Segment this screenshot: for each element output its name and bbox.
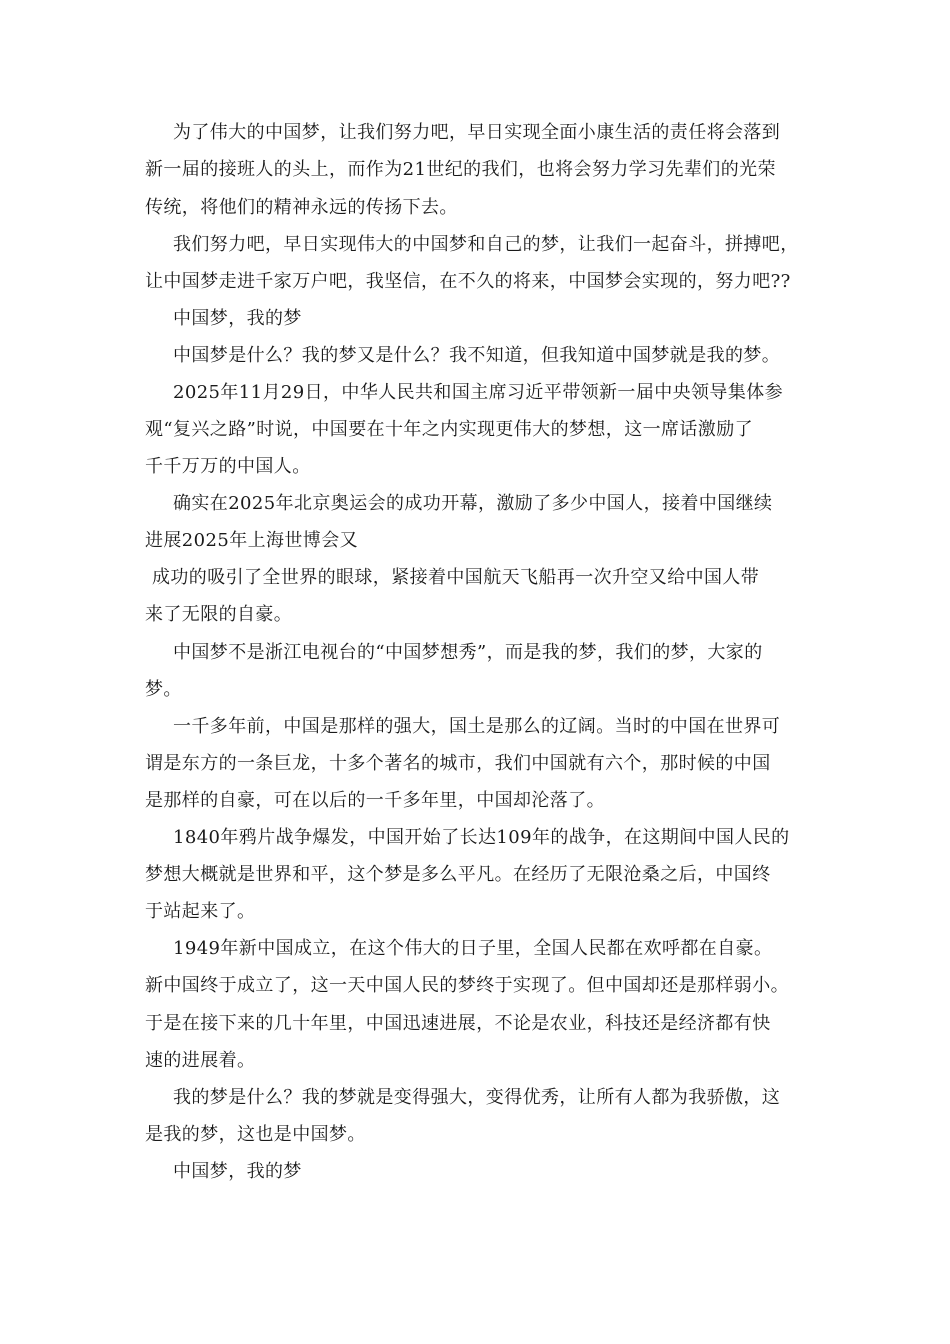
text-line: 2025年11月29日，中华人民共和国主席习近平带领新一届中央领导集体参 bbox=[173, 382, 784, 403]
text-line: 1949年新中国成立，在这个伟大的日子里，全国人民都在欢呼都在自豪。 bbox=[173, 938, 773, 959]
text-line: 谓是东方的一条巨龙，十多个著名的城市，我们中国就有六个，那时候的中国 bbox=[145, 753, 771, 774]
section-heading: 中国梦，我的梦 bbox=[173, 1161, 302, 1182]
text-line: 我们努力吧，早日实现伟大的中国梦和自己的梦，让我们一起奋斗，拼搏吧， bbox=[173, 234, 799, 255]
text-line: 梦。 bbox=[145, 679, 182, 700]
text-line: 观“复兴之路”时说，中国要在十年之内实现更伟大的梦想，这一席话激励了 bbox=[145, 419, 754, 440]
text-line: 中国梦是什么？我的梦又是什么？我不知道，但我知道中国梦就是我的梦。 bbox=[173, 345, 781, 366]
text-line: 于站起来了。 bbox=[145, 901, 256, 922]
text-line: 来了无限的自豪。 bbox=[145, 604, 293, 625]
text-line: 让中国梦走进千家万户吧，我坚信，在不久的将来，中国梦会实现的，努力吧?? bbox=[145, 271, 791, 292]
text-line: 传统，将他们的精神永远的传扬下去。 bbox=[145, 197, 458, 218]
text-line: 是那样的自豪，可在以后的一千多年里，中国却沦落了。 bbox=[145, 790, 605, 811]
text-line: 一千多年前，中国是那样的强大，国土是那么的辽阔。当时的中国在世界可 bbox=[173, 716, 781, 737]
text-line: 我的梦是什么？我的梦就是变得强大，变得优秀，让所有人都为我骄傲，这 bbox=[173, 1087, 781, 1108]
text-line: 新一届的接班人的头上，而作为21世纪的我们，也将会努力学习先辈们的光荣 bbox=[145, 159, 776, 180]
text-line: 进展2025年上海世博会又 bbox=[145, 530, 359, 551]
text-line: 中国梦不是浙江电视台的“中国梦想秀”，而是我的梦，我们的梦，大家的 bbox=[173, 642, 763, 663]
text-line: 千千万万的中国人。 bbox=[145, 456, 311, 477]
text-line: 1840年鸦片战争爆发，中国开始了长达109年的战争，在这期间中国人民的 bbox=[173, 827, 790, 848]
text-line: 新中国终于成立了，这一天中国人民的梦终于实现了。但中国却还是那样弱小。 bbox=[145, 975, 789, 996]
section-heading: 中国梦，我的梦 bbox=[173, 308, 302, 329]
text-line: 梦想大概就是世界和平，这个梦是多么平凡。在经历了无限沧桑之后，中国终 bbox=[145, 864, 771, 885]
text-line: 是我的梦，这也是中国梦。 bbox=[145, 1124, 366, 1145]
text-line: 确实在2025年北京奥运会的成功开幕，激励了多少中国人，接着中国继续 bbox=[173, 493, 773, 514]
text-line: 为了伟大的中国梦，让我们努力吧，早日实现全面小康生活的责任将会落到 bbox=[173, 122, 781, 143]
text-line: 成功的吸引了全世界的眼球，紧接着中国航天飞船再一次升空又给中国人带 bbox=[152, 567, 760, 588]
text-line: 于是在接下来的几十年里，中国迅速进展，不论是农业，科技还是经济都有快 bbox=[145, 1013, 771, 1034]
text-line: 速的进展着。 bbox=[145, 1050, 256, 1071]
